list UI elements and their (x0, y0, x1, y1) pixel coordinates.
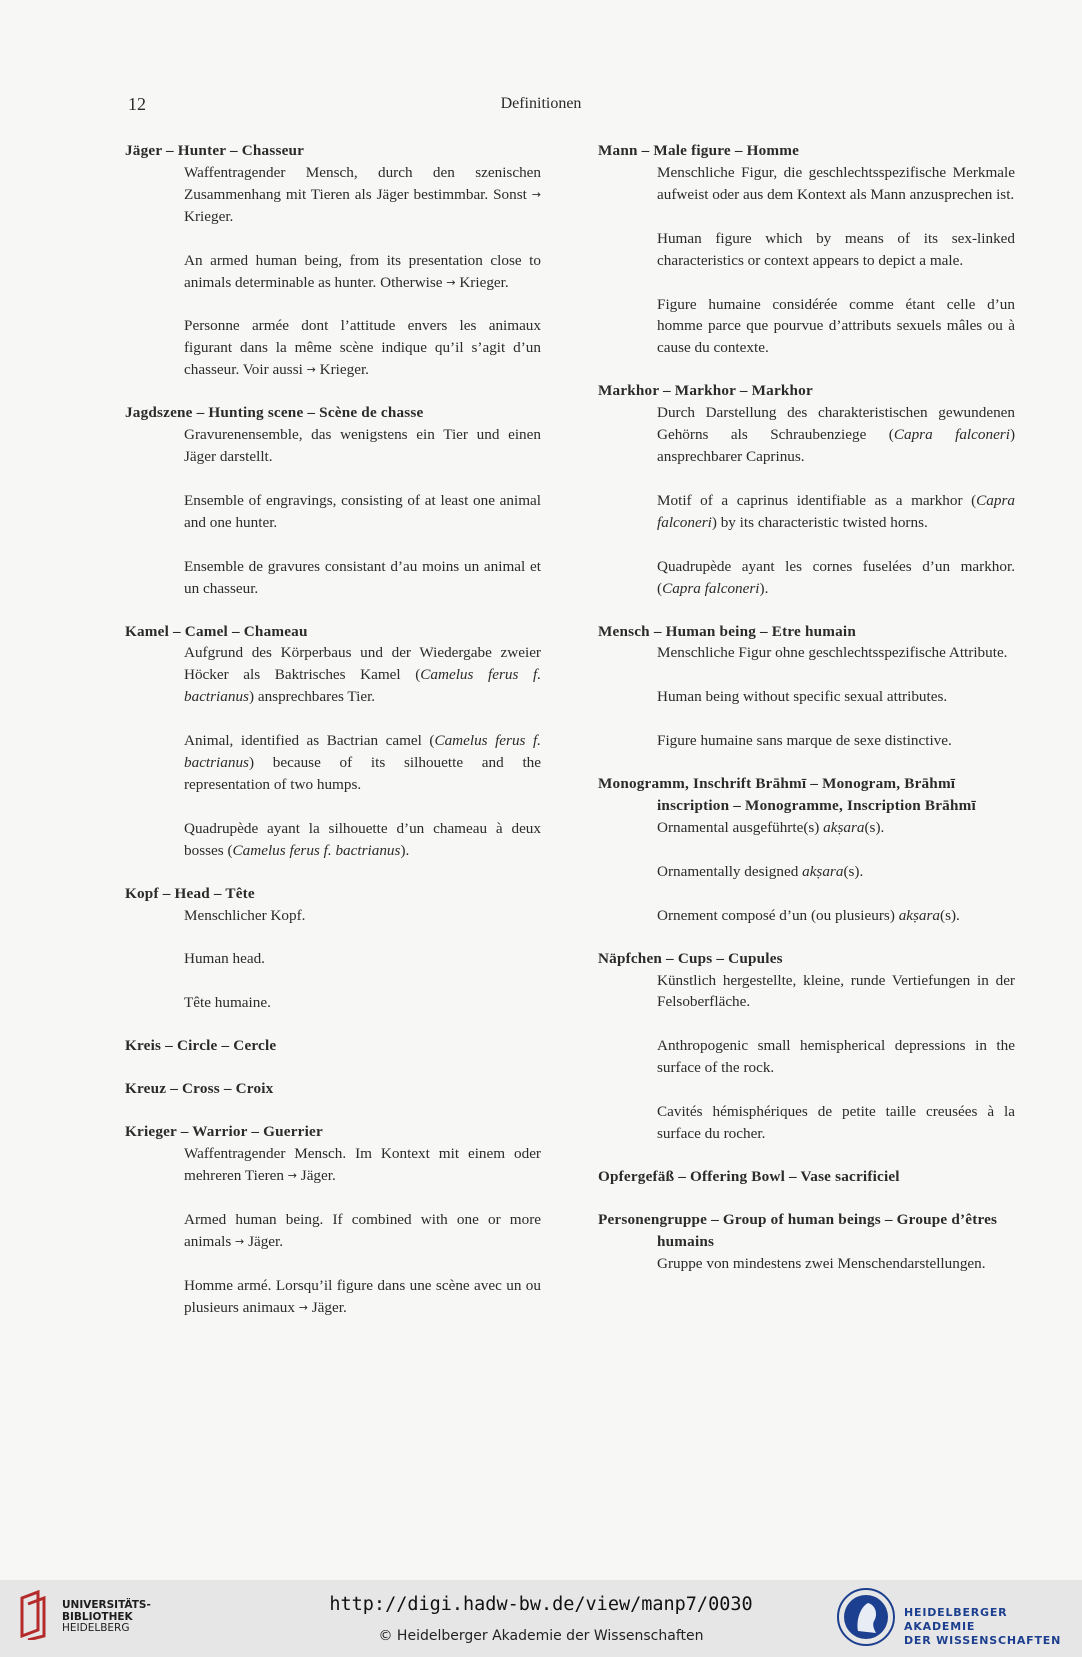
entry-term: Mann – Male figure – Homme (598, 142, 800, 159)
glossary-entry (598, 140, 1015, 359)
entry-term: Mensch – Human being – Etre humain (598, 622, 856, 640)
glossary-entry (125, 1078, 541, 1100)
entry-term: Kopf – Head – Tête (125, 884, 255, 902)
entry-paragraph: Ensemble of engravings, consisting of at least one animal and one hunter. (184, 491, 541, 531)
entry-paragraph: Personne armée dont l’attitude envers les animaux figurant dans la même scène indique qu’il s’agit d’un chasseur. Voir aussi → Krieger. (184, 317, 541, 379)
glossary-entry (598, 1166, 1015, 1188)
entry-paragraph: Figure humaine sans marque de sexe distinctive. (657, 732, 952, 750)
entry-paragraph: Ensemble de gravures consistant d’au moins un animal et un chasseur. (184, 557, 541, 597)
entry-body (598, 402, 1015, 599)
entry-body (598, 817, 1015, 927)
glossary-entry (125, 883, 541, 1015)
entry-term: Kreuz – Cross – Croix (125, 1080, 274, 1098)
entry-paragraph: Ornement composé d’un (ou plusieurs) akṣara(s). (657, 906, 960, 924)
library-line-2: BIBLIOTHEK (62, 1610, 133, 1623)
entry-paragraph: Human being without specific sexual attributes. (657, 688, 948, 706)
left-column (125, 140, 541, 1339)
viewer-footer (0, 1580, 1082, 1657)
academy-seal-icon (836, 1587, 896, 1647)
glossary-entry (125, 621, 541, 862)
entry-term: Kamel – Camel – Chameau (125, 622, 308, 640)
entry-term: Jäger – Hunter – Chasseur (125, 142, 305, 159)
glossary-entry (125, 402, 541, 599)
entry-paragraph: Anthropogenic small hemispherical depressions in the surface of the rock. (657, 1037, 1015, 1077)
entry-paragraph: Homme armé. Lorsqu’il figure dans une scène avec un ou plusieurs animaux → Jäger. (184, 1276, 541, 1316)
entry-paragraph: Armed human being. If combined with one or more animals → Jäger. (184, 1210, 541, 1250)
entry-paragraph: Menschliche Figur ohne geschlechtsspezifische Attribute. (657, 644, 1008, 662)
entry-paragraph: Durch Darstellung des charakteristischen gewundenen Gehörns als Schraubenziege (Capra falconeri) ansprechbarer Caprinus. (657, 404, 1015, 465)
glossary-entry (598, 380, 1015, 599)
entry-paragraph: Animal, identified as Bactrian camel (Camelus ferus f. bactrianus) because of its silhouette and the representation of two humps. (184, 732, 541, 793)
entry-paragraph: Menschlicher Kopf. (184, 906, 306, 924)
running-head: Definitionen (500, 95, 582, 112)
entry-term: Monogramm, Inschrift Brāhmī – Monogram, Brāhmī inscription – Monogramme, Inscription Brāhmī (598, 775, 976, 815)
glossary-entry (598, 621, 1015, 753)
entry-paragraph: Motif of a caprinus identifiable as a markhor (Capra falconeri) by its characteristic twisted horns. (657, 491, 1015, 531)
entry-paragraph: Cavités hémisphériques de petite taille creusées à la surface du rocher. (657, 1103, 1015, 1143)
academy-line-1: HEIDELBERGER AKADEMIE (904, 1606, 1008, 1633)
copyright-notice: © Heidelberger Akademie der Wissenschaften (378, 1628, 704, 1644)
permalink-url[interactable]: http://digi.hadw-bw.de/view/manp7/0030 (329, 1594, 753, 1615)
entry-paragraph: Quadrupède ayant la silhouette d’un chameau à deux bosses (Camelus ferus f. bactrianus). (184, 819, 541, 859)
entry-term: Markhor – Markhor – Markhor (598, 382, 813, 400)
academy-line-2: DER WISSENSCHAFTEN (904, 1634, 1062, 1647)
entry-paragraph: Human head. (184, 950, 265, 968)
glossary-entry (125, 140, 541, 381)
entry-paragraph: Human figure which by means of its sex-linked characteristics or context appears to depict a male. (657, 229, 1015, 269)
entry-paragraph: Quadrupède ayant les cornes fuselées d’un markhor. (Capra falconeri). (657, 557, 1015, 597)
entry-paragraph: Künstlich hergestellte, kleine, runde Vertiefungen in der Felsoberfläche. (657, 971, 1015, 1011)
entry-paragraph: Ornamental ausgeführte(s) akṣara(s). (657, 818, 885, 836)
glossary-entry (125, 1035, 541, 1057)
glossary-entry (598, 773, 1015, 927)
entry-paragraph: Waffentragender Mensch, durch den szenischen Zusammenhang mit Tieren als Jäger bestimmbar. Sonst → Krieger. (184, 163, 541, 225)
entry-paragraph: Aufgrund des Körperbaus und der Wiedergabe zweier Höcker als Baktrisches Kamel (Camelus ferus f. bactrianus) ansprechbares Tier. (184, 644, 541, 706)
entry-paragraph: Ornamentally designed akṣara(s). (657, 862, 864, 880)
entry-body (598, 1253, 1015, 1275)
library-line-3: HEIDELBERG (62, 1622, 130, 1634)
entry-body (598, 970, 1015, 1145)
entry-body (598, 642, 1015, 752)
entry-paragraph: An armed human being, from its presentation close to animals determinable as hunter. Otherwise → Krieger. (184, 251, 541, 291)
entry-paragraph: Menschliche Figur, die geschlechtsspezifische Merkmale aufweist oder aus dem Kontext als Mann anzusprechen ist. (657, 163, 1015, 203)
entry-body (125, 905, 541, 1015)
right-column (598, 140, 1015, 1296)
entry-paragraph: Tête humaine. (184, 994, 271, 1012)
entry-paragraph: Gravurenensemble, das wenigstens ein Tier und einen Jäger darstellt. (184, 426, 541, 465)
academy-name (904, 1606, 1082, 1648)
entry-body (125, 642, 541, 861)
entry-paragraph: Figure humaine considérée comme étant celle d’un homme parce que pourvue d’attributs sexuels mâles ou à cause du contexte. (657, 295, 1015, 357)
entry-term: Personengruppe – Group of human beings – Groupe d’êtres humains (598, 1210, 998, 1250)
entry-term: Kreis – Circle – Cercle (125, 1037, 277, 1055)
entry-term: Jagdszene – Hunting scene – Scène de chasse (125, 404, 424, 422)
entry-body (125, 424, 541, 599)
entry-term: Krieger – Warrior – Guerrier (125, 1123, 323, 1141)
glossary-entry (598, 948, 1015, 1145)
entry-body (125, 162, 541, 381)
entry-term: Opfergefäß – Offering Bowl – Vase sacrificiel (598, 1168, 900, 1185)
entry-body (598, 162, 1015, 359)
entry-paragraph: Gruppe von mindestens zwei Menschendarstellungen. (657, 1254, 986, 1272)
library-line-1: UNIVERSITÄTS- (62, 1599, 151, 1611)
glossary-entry (125, 1121, 541, 1318)
entry-body (125, 1143, 541, 1318)
entry-paragraph: Waffentragender Mensch. Im Kontext mit einem oder mehreren Tieren → Jäger. (184, 1145, 541, 1184)
glossary-entry (598, 1209, 1015, 1275)
page-number: 12 (128, 94, 146, 114)
entry-term: Näpfchen – Cups – Cupules (598, 949, 783, 967)
